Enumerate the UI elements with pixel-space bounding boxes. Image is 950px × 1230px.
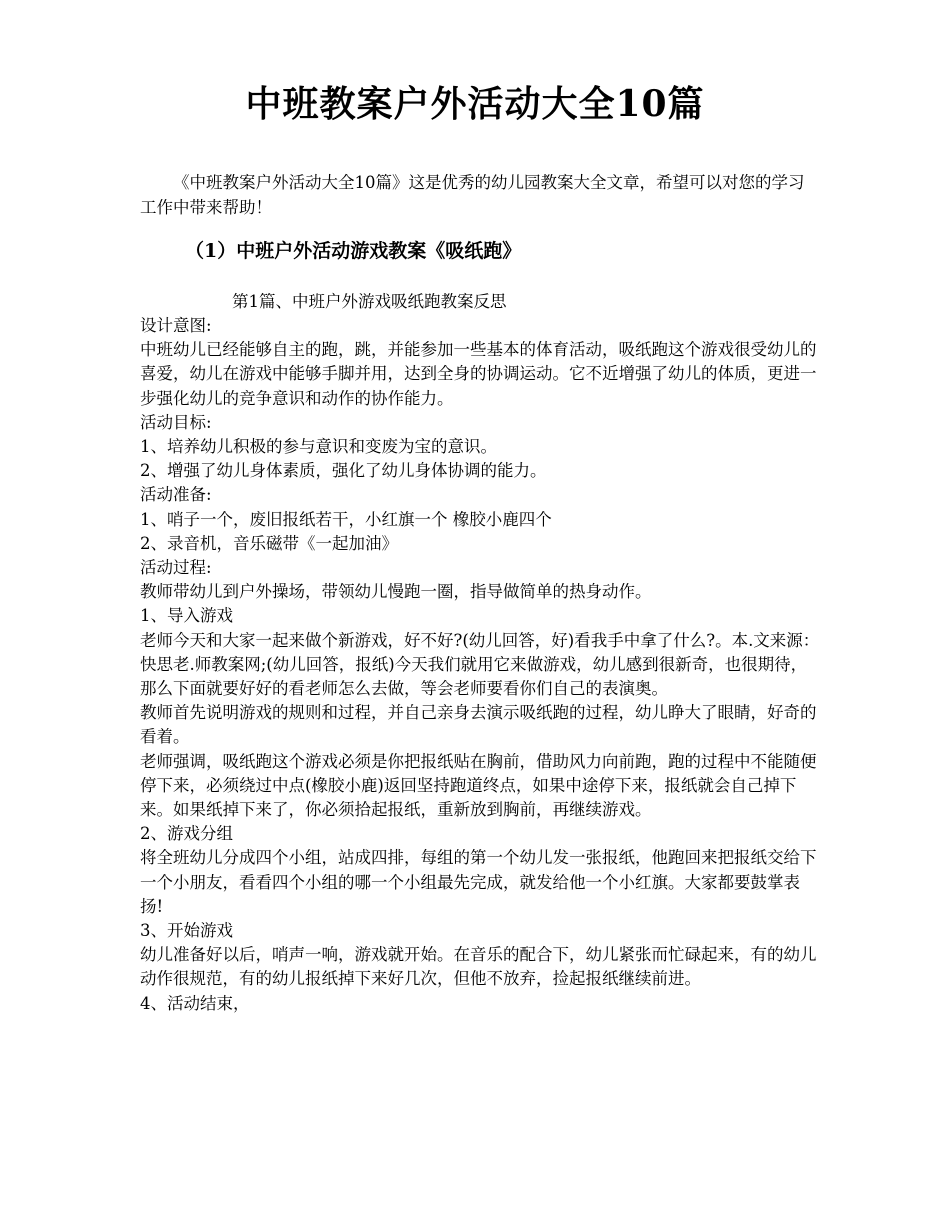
body-paragraph: 老师今天和大家一起来做个新游戏，好不好?(幼儿回答，好)看我手中拿了什么?。本.文来源：快思老.师教案网;(幼儿回答，报纸)今天我们就用它来做游戏，幼儿感到很新奇，也很期待，那么下面就要好好的看老师怎么去做，等会老师要看你们自己的表演奥。 xyxy=(140,630,820,699)
body-paragraph: 2、录音机，音乐磁带《一起加油》 xyxy=(140,533,398,553)
document-title: 中班教案户外活动大全10篇 xyxy=(245,83,705,125)
body-paragraph: 活动准备: xyxy=(140,485,212,505)
body-paragraph: 活动过程: xyxy=(140,558,212,578)
body-paragraph: 将全班幼儿分成四个小组，站成四排，每组的第一个幼儿发一张报纸，他跑回来把报纸交给下一个小朋友，看看四个小组的哪一个小组最先完成，就发给他一个小红旗。大家都要鼓掌表扬! xyxy=(140,848,817,916)
body-paragraph: 3、开始游戏 xyxy=(140,921,233,941)
section-heading: （1）中班户外活动游戏教案《吸纸跑》 xyxy=(185,240,522,262)
body-paragraph: 1、哨子一个，废旧报纸若干，小红旗一个 橡胶小鹿四个 xyxy=(140,509,552,529)
body-paragraph: 幼儿准备好以后，哨声一响，游戏就开始。在音乐的配合下，幼儿紧张而忙碌起来，有的幼儿动作很规范，有的幼儿报纸掉下来好几次，但他不放弃，捡起报纸继续前进。 xyxy=(140,945,817,989)
document-body xyxy=(140,314,820,1016)
body-paragraph: 1、导入游戏 xyxy=(140,606,233,626)
body-paragraph: 中班幼儿已经能够自主的跑，跳，并能参加一些基本的体育活动，吸纸跑这个游戏很受幼儿的喜爱，幼儿在游戏中能够手脚并用，达到全身的协调运动。它不近增强了幼儿的体质，更进一步强化幼儿的竞争意识和动作的协作能力。 xyxy=(140,340,817,408)
intro-paragraph: 《中班教案户外活动大全10篇》这是优秀的幼儿园教案大全文章，希望可以对您的学习工作中带来帮助！ xyxy=(140,173,805,217)
body-paragraph: 4、活动结束， xyxy=(140,993,250,1013)
body-paragraph: 1、培养幼儿积极的参与意识和变废为宝的意识。 xyxy=(140,437,497,457)
body-paragraph: 2、游戏分组 xyxy=(140,824,233,844)
body-paragraph: 2、增强了幼儿身体素质，强化了幼儿身体协调的能力。 xyxy=(140,461,547,481)
body-paragraph: 设计意图: xyxy=(140,316,212,335)
body-paragraph: 活动目标: xyxy=(140,412,212,432)
body-paragraph: 教师带幼儿到户外操场，带领幼儿慢跑一圈，指导做简单的热身动作。 xyxy=(140,582,652,602)
body-paragraph: 教师首先说明游戏的规则和过程，并自己亲身去演示吸纸跑的过程，幼儿睁大了眼睛，好奇的看着。 xyxy=(140,703,817,747)
body-paragraph: 老师强调，吸纸跑这个游戏必须是你把报纸贴在胸前，借助风力向前跑，跑的过程中不能随便停下来，必须绕过中点(橡胶小鹿)返回坚持跑道终点，如果中途停下来，报纸就会自己掉下来。如果纸掉下来了，你必须拾起报纸，重新放到胸前，再继续游戏。 xyxy=(140,751,817,820)
chapter-title: 第1篇、中班户外游戏吸纸跑教案反思 xyxy=(232,292,507,311)
